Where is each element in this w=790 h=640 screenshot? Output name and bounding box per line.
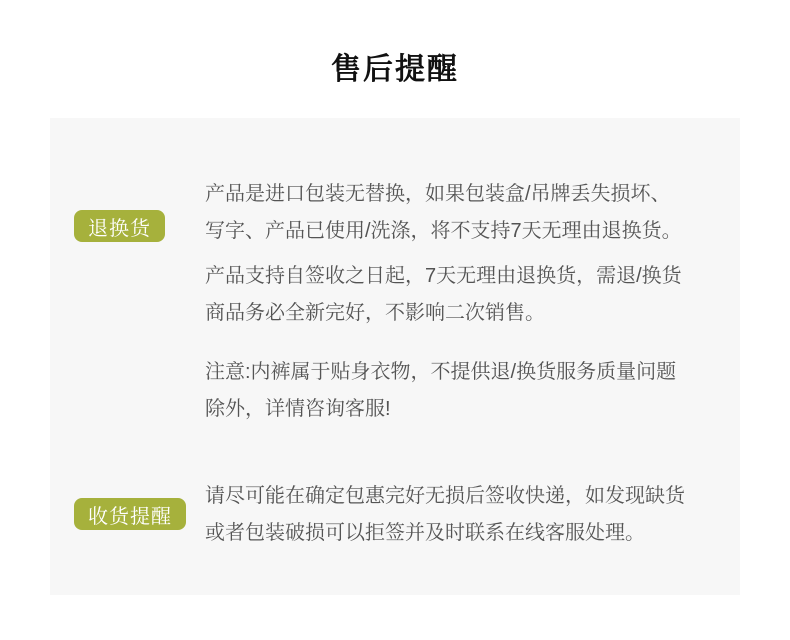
text-line: 或者包装破损可以拒签并及时联系在线客服处理。	[205, 522, 645, 544]
delivery-paragraph	[205, 478, 735, 552]
page-title: 售后提醒	[331, 53, 459, 86]
text-line: 注意:内裤属于贴身衣物，不提供退/换货服务质量问题	[205, 361, 677, 383]
returns-paragraph-2	[205, 258, 735, 332]
text-line: 除外，详情咨询客服!	[205, 398, 391, 420]
returns-paragraph-1	[205, 176, 735, 250]
after-sales-panel	[50, 118, 740, 595]
text-line: 请尽可能在确定包惠完好无损后签收快递，如发现缺货	[205, 485, 685, 507]
returns-exchange-tag: 退换货	[74, 210, 165, 242]
text-line: 产品支持自签收之日起，7天无理由退换货，需退/换货	[205, 265, 682, 287]
text-line: 写字、产品已使用/洗涤，将不支持7天无理由退换货。	[205, 220, 682, 242]
text-line: 产品是进口包装无替换，如果包装盒/吊牌丢失损坏、	[205, 183, 671, 205]
text-line: 商品务必全新完好，不影响二次销售。	[205, 302, 545, 324]
delivery-reminder-tag: 收货提醒	[74, 498, 186, 530]
returns-note-paragraph	[205, 354, 735, 428]
